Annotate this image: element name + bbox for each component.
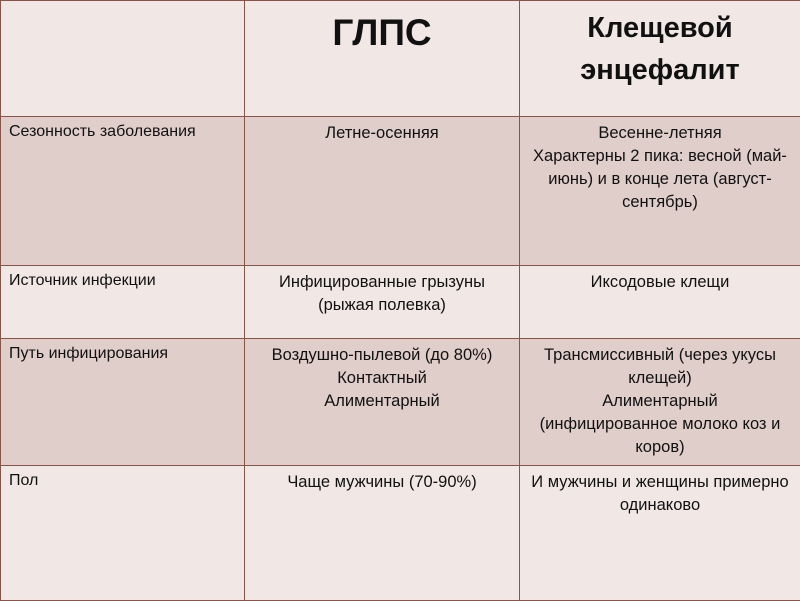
- row-label: Источник инфекции: [1, 266, 244, 292]
- header-row: [1, 1, 800, 117]
- row-label: Путь инфицирования: [1, 339, 244, 365]
- glps-value: Чаще мужчины (70-90%): [251, 471, 513, 494]
- encephalitis-value: Алиментарный: [526, 390, 794, 413]
- glps-value: Контактный: [251, 367, 513, 390]
- row-label-cell: [1, 339, 245, 466]
- row-label: Пол: [1, 466, 244, 492]
- glps-value: Воздушно-пылевой (до 80%): [251, 344, 513, 367]
- table-row-source: [1, 266, 800, 339]
- table-row-seasonality: [1, 117, 800, 266]
- header-glps: [245, 1, 520, 117]
- glps-cell: [245, 466, 520, 601]
- header-encephalitis-line1: Клещевой: [520, 7, 800, 49]
- header-empty-cell: [1, 1, 245, 117]
- encephalitis-value: Трансмиссивный (через укусы клещей): [526, 344, 794, 390]
- encephalitis-value: Иксодовые клещи: [526, 271, 794, 294]
- header-encephalitis-line2: энцефалит: [520, 49, 800, 91]
- encephalitis-cell: [520, 466, 800, 601]
- row-label: Сезонность заболевания: [1, 117, 244, 143]
- table-row-route: [1, 339, 800, 466]
- encephalitis-value: Весенне-летняя: [526, 122, 794, 145]
- encephalitis-value: Характерны 2 пика: весной (май-июнь) и в конце лета (август-сентябрь): [526, 145, 794, 214]
- encephalitis-value: (инфицированное молоко коз и коров): [526, 413, 794, 459]
- row-label-cell: [1, 117, 245, 266]
- table-row-sex: [1, 466, 800, 601]
- encephalitis-cell: [520, 266, 800, 339]
- glps-cell: [245, 266, 520, 339]
- glps-cell: [245, 117, 520, 266]
- encephalitis-cell: [520, 117, 800, 266]
- glps-value: Алиментарный: [251, 390, 513, 413]
- encephalitis-value: И мужчины и женщины примерно одинаково: [526, 471, 794, 517]
- glps-cell: [245, 339, 520, 466]
- header-encephalitis: [520, 1, 800, 117]
- glps-value: Летне-осенняя: [251, 122, 513, 145]
- encephalitis-cell: [520, 339, 800, 466]
- row-label-cell: [1, 466, 245, 601]
- header-encephalitis-title: [520, 1, 800, 91]
- header-glps-title: ГЛПС: [245, 1, 519, 53]
- row-label-cell: [1, 266, 245, 339]
- glps-value: Инфицированные грызуны (рыжая полевка): [251, 271, 513, 317]
